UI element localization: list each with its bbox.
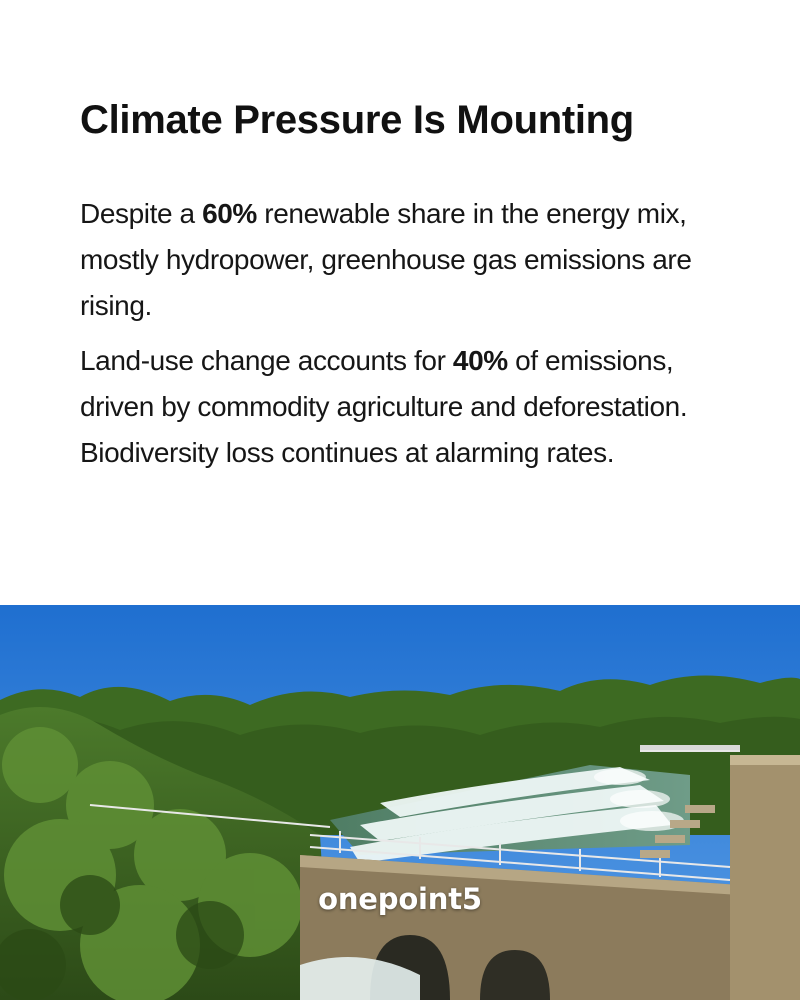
paragraph-renewable-share [80, 191, 720, 329]
paragraph-land-use [80, 338, 720, 476]
paragraph-text: of emissions, driven by commodity agriculture and deforestation. Biodiversity loss continues at alarming rates. [80, 345, 688, 468]
dam-tower [730, 755, 800, 1000]
slide-title: Climate Pressure Is Mounting [80, 98, 634, 142]
paragraph-text: Land-use change accounts for [80, 345, 453, 376]
dam-illustration [0, 605, 800, 1000]
brand-logo: onepoint5 [318, 882, 482, 916]
paragraph-text: Despite a [80, 198, 203, 229]
paragraph-text: renewable share in the energy mix, mostly hydropower, greenhouse gas emissions are rising. [80, 198, 692, 321]
hydropower-dam-photo [0, 605, 800, 1000]
highlight-percentage: 60% [202, 198, 257, 229]
highlight-percentage: 40% [452, 345, 508, 376]
